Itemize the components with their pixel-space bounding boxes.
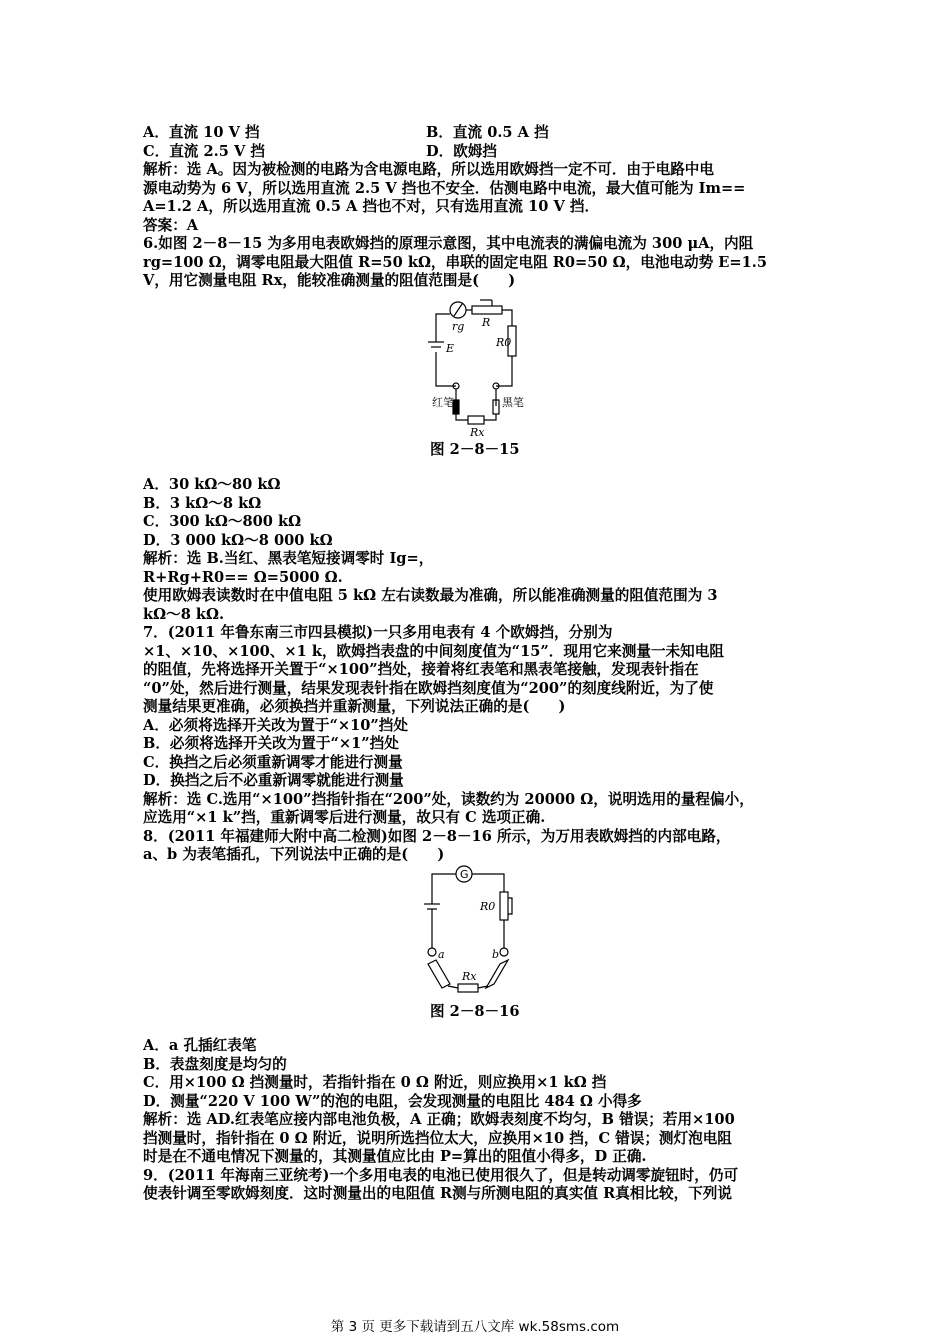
q7-stem-line: ×1、×10、×100、×1 k，欧姆挡表盘的中间刻度值为“15”．现用它来测量一未知电阻 [143,642,724,660]
q6-option: C．300 kΩ～800 kΩ [143,513,302,530]
q6-option: D．3 000 kΩ～8 000 kΩ [143,531,333,549]
label-rx: Rx [470,426,485,436]
analysis-line: 解析：选 A。因为被检测的电路为含电源电路，所以选用欧姆挡一定不可．由于电路中电 [143,161,714,178]
option-b: B．直流 0.5 A 挡 [426,124,549,141]
analysis-line: 源电动势为 6 V，所以选用直流 2.5 V 挡也不安全．估测电路中电流，最大值可能为 Im== [143,179,746,197]
label-r: R [482,316,491,329]
label-black-pen: 黑笔 [502,396,524,409]
q9-stem-line: 使表针调至零欧姆刻度．这时测量出的电阻值 R测与所测电阻的真实值 R真相比较，下列说 [143,1185,732,1202]
analysis-line: 使用欧姆表读数时在中值电阻 5 kΩ 左右读数最为准确，所以能准确测量的阻值范围为 3 [143,587,718,604]
q8-option: D．测量“220 V 100 W”的泡的电阻，会发现测量的电阻比 484 Ω 小得多 [143,1092,642,1110]
label-r0: R0 [496,336,512,349]
analysis-line: 解析：选 C.选用“×100”挡指针指在“200”处，读数约为 20000 Ω，说明选用的量程偏小， [143,790,754,808]
page-footer: 第 3 页 更多下载请到五八文库 wk.58sms.com [330,1319,620,1335]
label-rx: Rx [462,970,477,983]
q6-stem-line: 6.如图 2－8－15 为多用电表欧姆挡的原理示意图，其中电流表的满偏电流为 300 μA，内阻 [143,235,754,252]
analysis-line: 应选用“×1 k”挡，重新调零后进行测量，故只有 C 选项正确. [143,809,546,826]
q8-option: C．用×100 Ω 挡测量时，若指针指在 0 Ω 附近，则应换用×1 kΩ 挡 [143,1074,607,1091]
option-d: D．欧姆挡 [426,142,498,160]
analysis-line: 时是在不通电情况下测量的，其测量值应比由 P=算出的阻值小得多，D 正确. [143,1148,647,1165]
q6-option: B．3 kΩ～8 kΩ [143,494,262,512]
q7-stem-line: 测量结果更准确，必须换挡并重新测量，下列说法正确的是( ) [143,698,566,715]
options-row-2 [143,143,811,162]
figure-caption-2-8-16: 图 2－8－16 [430,1003,520,1020]
analysis-line: 挡测量时，指针指在 0 Ω 附近，说明所选挡位太大，应换用×10 挡，C 错误；测灯泡电阻 [143,1129,732,1147]
q7-option: A．必须将选择开关改为置于“×10”挡处 [143,716,408,734]
label-g: G [460,868,469,881]
analysis-line: 解析：选 AD.红表笔应接内部电池负极，A 正确；欧姆表刻度不均匀，B 错误；若用×100 [143,1111,735,1128]
label-e: E [446,342,455,355]
label-rg: rg [452,320,465,333]
q7-stem-line: “0”处，然后进行测量，结果发现表针指在欧姆挡刻度值为“200”的刻度线附近，为了使 [143,679,714,697]
label-red-pen: 红笔 [432,396,454,409]
q6-stem-line: V，用它测量电阻 Rx，能较准确测量的阻值范围是( ) [143,272,516,289]
q7-option: D．换挡之后不必重新调零就能进行测量 [143,772,404,789]
option-c: C．直流 2.5 V 挡 [143,142,265,160]
analysis-line: R+Rg+R0== Ω=5000 Ω. [143,568,343,586]
q7-option: C．换挡之后必须重新调零才能进行测量 [143,753,403,771]
q5-block [143,124,811,291]
q6-stem-line: rg=100 Ω，调零电阻最大阻值 R=50 kΩ，串联的固定电阻 R0=50 Ω，电池电动势 E=1.5 [143,253,768,271]
q9-stem-line: 9．(2011 年海南三亚统考)一个多用电表的电池已使用很久了，但是转动调零旋钮时，仍可 [143,1166,739,1184]
q8-stem-line: a、b 为表笔插孔，下列说法中正确的是( ) [143,846,445,863]
analysis-line: A=1.2 A，所以选用直流 0.5 A 挡也不对，只有选用直流 10 V 挡． [143,198,600,215]
q8-option: B．表盘刻度是均匀的 [143,1055,287,1073]
label-r0: R0 [480,900,496,913]
analysis-line: kΩ～8 kΩ. [143,605,225,623]
label-b: b [492,948,500,961]
figure-2-8-16-circuit [414,864,524,996]
option-a: A．直流 10 V 挡 [143,124,260,141]
label-a: a [438,948,445,961]
figure-2-8-15-circuit [420,296,530,436]
analysis-line: 解析：选 B.当红、黑表笔短接调零时 Ig=， [143,550,434,567]
options-row-1 [143,124,811,143]
q6-options-block [143,476,811,865]
q6-option: A．30 kΩ～80 kΩ [143,476,281,493]
q8-stem-line: 8．(2011 年福建师大附中高二检测)如图 2－8－16 所示，为万用表欧姆挡的内部电路， [143,827,731,845]
q7-stem-line: 的阻值，先将选择开关置于“×100”挡处，接着将红表笔和黑表笔接触，发现表针指在 [143,661,699,678]
q8-option: A．a 孔插红表笔 [143,1037,257,1054]
q8-options-block [143,1037,811,1204]
q7-stem-line: 7．(2011 年鲁东南三市四县模拟)一只多用电表有 4 个欧姆挡，分别为 [143,624,613,641]
figure-caption-2-8-15: 图 2－8－15 [430,441,520,458]
answer-line: 答案：A [143,216,199,234]
q7-option: B．必须将选择开关改为置于“×1”挡处 [143,735,399,752]
